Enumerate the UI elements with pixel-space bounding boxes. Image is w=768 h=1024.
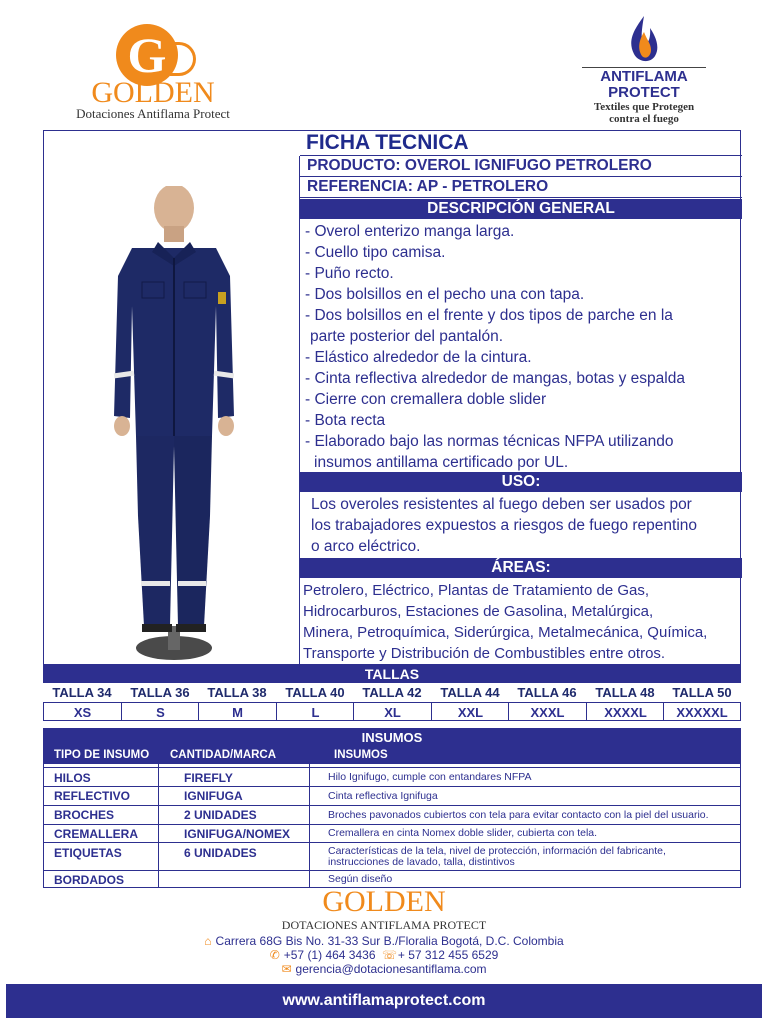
- talla-label: TALLA 36: [130, 685, 190, 700]
- golden-logo: [58, 20, 258, 125]
- cantidad-cell: FIREFLY: [184, 771, 233, 785]
- uso-line: Los overoles resistentes al fuego deben ser usados por: [311, 496, 692, 513]
- table-row: [44, 842, 740, 870]
- website-bar: [6, 984, 762, 1018]
- talla-label: TALLA 34: [52, 685, 112, 700]
- talla-label: TALLA 40: [285, 685, 345, 700]
- descripcion-item: - Cierre con cremallera doble slider: [305, 391, 547, 408]
- descripcion-item: - Puño recto.: [305, 265, 394, 282]
- tipo-cell: BORDADOS: [54, 873, 125, 887]
- descripcion-item: parte posterior del pantalón.: [310, 328, 504, 345]
- envelope-icon: ✉: [281, 962, 292, 976]
- mobile-text: + 57 312 455 6529: [397, 948, 499, 962]
- talla-size: S: [121, 702, 199, 721]
- address-text: Carrera 68G Bis No. 31-33 Sur B./Floralia Bogotá, D.C. Colombia: [215, 934, 564, 948]
- col-tipo-insumo: TIPO DE INSUMO: [54, 749, 150, 761]
- talla-size: XXXXXL: [663, 702, 741, 721]
- talla-size: XS: [43, 702, 121, 721]
- descripcion-item: - Cuello tipo camisa.: [305, 244, 446, 261]
- column-divider: [158, 764, 159, 887]
- insumo-desc-cell: Broches pavonados cubiertos con tela para evitar contacto con la piel del usuario.: [328, 809, 709, 821]
- product-image-overol: [84, 186, 264, 666]
- footer-address: [0, 934, 768, 948]
- golden-logo-letter: G: [127, 27, 167, 83]
- tipo-cell: REFLECTIVO: [54, 789, 131, 803]
- title-row: [300, 131, 742, 156]
- insumo-desc-cell: [328, 846, 738, 868]
- footer-brand: GOLDEN: [322, 885, 446, 918]
- tagline-line2: contra el fuego: [609, 113, 679, 125]
- insumo-desc-cell: Cinta reflectiva Ignifuga: [328, 790, 438, 802]
- talla-size: XL: [353, 702, 431, 721]
- col-cantidad-marca: CANTIDAD/MARCA: [170, 749, 277, 761]
- areas-text: [303, 580, 741, 664]
- descripcion-header: DESCRIPCIÓN GENERAL: [300, 199, 742, 219]
- tipo-cell: HILOS: [54, 771, 91, 785]
- footer-subtitle: DOTACIONES ANTIFLAMA PROTECT: [281, 918, 487, 932]
- descripcion-item: - Elástico alrededor de la cintura.: [305, 349, 532, 366]
- areas-line: Petrolero, Eléctrico, Plantas de Tratamiento de Gas,: [303, 582, 650, 599]
- ficha-tecnica-table: [43, 130, 741, 665]
- insumo-desc-cell: Cremallera en cinta Nomex doble slider, cubierta con tela.: [328, 827, 598, 839]
- email-text: gerencia@dotacionesantiflama.com: [295, 962, 487, 976]
- descripcion-item: - Dos bolsillos en el frente y dos tipos de parche en la: [305, 307, 673, 324]
- website-link[interactable]: www.antiflamaprotect.com: [282, 992, 486, 1009]
- home-icon: ⌂: [204, 934, 212, 948]
- flame-icon: [624, 14, 664, 66]
- antiflama-protect-logo: [582, 14, 706, 126]
- referencia-row: REFERENCIA: AP - PETROLERO: [300, 177, 742, 198]
- insumos-table: [43, 728, 741, 888]
- column-divider: [309, 764, 310, 887]
- talla-size: XXXXL: [586, 702, 664, 721]
- page-title: FICHA TECNICA: [306, 131, 469, 154]
- tallas-grid: [43, 683, 741, 721]
- descripcion-item: insumos antillama certificado por UL.: [314, 454, 569, 471]
- cantidad-cell: 6 UNIDADES: [184, 846, 257, 860]
- tagline-line1: Textiles que Protegen: [593, 101, 695, 113]
- areas-line: Transporte y Distribución de Combustibles entre otros.: [303, 645, 666, 662]
- talla-label: TALLA 48: [595, 685, 655, 700]
- uso-text: [311, 494, 741, 557]
- cantidad-cell: 2 UNIDADES: [184, 808, 257, 822]
- talla-label: TALLA 42: [362, 685, 422, 700]
- golden-logo-swoosh: [170, 42, 196, 76]
- talla-label: TALLA 50: [672, 685, 732, 700]
- uso-line: los trabajadores expuestos a riesgos de fuego repentino: [311, 517, 698, 534]
- tallas-header: TALLAS: [43, 665, 741, 683]
- col-insumos: INSUMOS: [334, 749, 388, 761]
- insumo-desc-cell: Según diseño: [328, 873, 393, 885]
- descripcion-item: - Bota recta: [305, 412, 386, 429]
- table-row: [44, 824, 740, 842]
- descripcion-item: - Elaborado bajo las normas técnicas NFPA utilizando: [305, 433, 674, 450]
- phone-text: +57 (1) 464 3436: [283, 948, 376, 962]
- insumos-header: INSUMOS: [44, 729, 740, 747]
- producto-row: PRODUCTO: OVEROL IGNIFUGO PETROLERO: [300, 156, 742, 177]
- mobile-icon: ☏: [381, 948, 397, 962]
- talla-size: L: [276, 702, 354, 721]
- table-row: [44, 767, 740, 786]
- tipo-cell: ETIQUETAS: [54, 846, 122, 860]
- descripcion-item: - Dos bolsillos en el pecho una con tapa.: [305, 286, 585, 303]
- talla-label: TALLA 46: [517, 685, 577, 700]
- golden-brand-subtitle: Dotaciones Antiflama Protect: [76, 106, 230, 121]
- table-row: [44, 786, 740, 805]
- antiflama-text: ANTIFLAMA: [600, 68, 688, 85]
- areas-line: Hidrocarburos, Estaciones de Gasolina, Metalúrgica,: [303, 603, 654, 620]
- descripcion-item: - Overol enterizo manga larga.: [305, 223, 515, 240]
- uso-header: USO:: [300, 472, 742, 492]
- talla-size: M: [198, 702, 276, 721]
- talla-label: TALLA 44: [440, 685, 500, 700]
- uso-line: o arco eléctrico.: [311, 538, 421, 555]
- footer-phones: [0, 948, 768, 962]
- phone-icon: ✆: [269, 948, 280, 962]
- insumo-desc-line: Características de la tela, nivel de protección, información del fabricante,: [328, 845, 666, 857]
- talla-size: XXL: [431, 702, 509, 721]
- cantidad-cell: IGNIFUGA/NOMEX: [184, 827, 291, 841]
- talla-size: XXXL: [508, 702, 586, 721]
- insumo-desc-line: instrucciones de lavado, talla, distintivos: [328, 856, 515, 868]
- insumos-column-headers: [44, 747, 740, 764]
- footer-email: [0, 962, 768, 976]
- protect-text: PROTECT: [608, 84, 680, 101]
- cantidad-cell: IGNIFUGA: [184, 789, 243, 803]
- tipo-cell: CREMALLERA: [54, 827, 138, 841]
- talla-label: TALLA 38: [207, 685, 267, 700]
- insumo-desc-cell: Hilo Ignifugo, cumple con entandares NFPA: [328, 771, 532, 783]
- descripcion-item: - Cinta reflectiva alrededor de mangas, botas y espalda: [305, 370, 685, 387]
- tipo-cell: BROCHES: [54, 808, 115, 822]
- golden-brand-name: GOLDEN: [91, 76, 215, 109]
- descripcion-list: [305, 221, 741, 473]
- product-image-cell: [44, 156, 300, 664]
- table-row: [44, 805, 740, 824]
- areas-line: Minera, Petroquímica, Siderúrgica, Metalmecánica, Química,: [303, 624, 708, 641]
- areas-header: ÁREAS:: [300, 558, 742, 578]
